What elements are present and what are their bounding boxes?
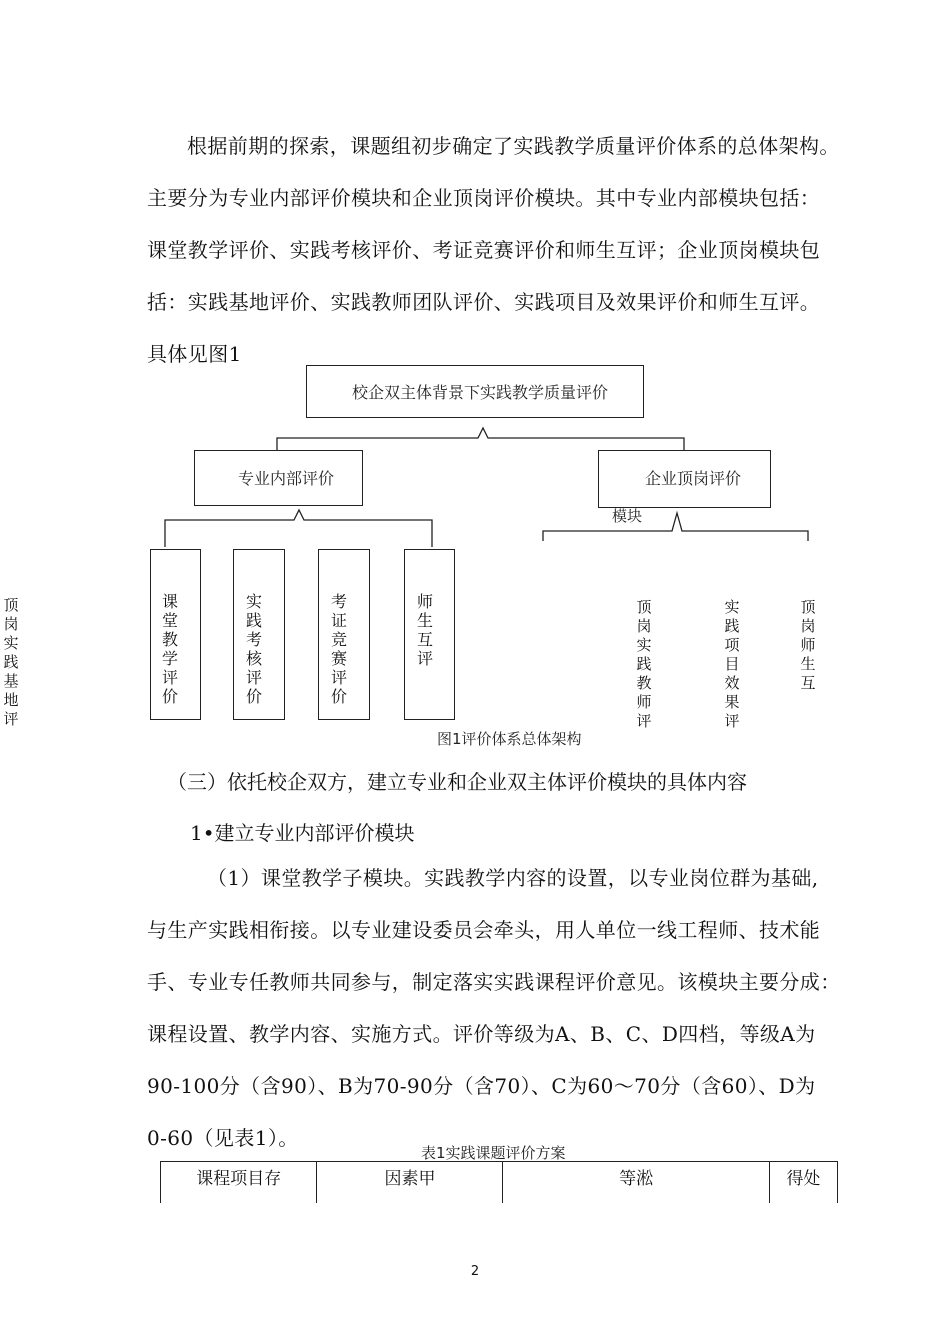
intro-line: 根据前期的探索，课题组初步确定了实践教学质量评价体系的总体架构。	[187, 134, 840, 158]
body-line: 课程设置、教学内容、实施方式。评价等级为A、B、C、D四档，等级A为	[147, 1022, 816, 1046]
left-module-label: 专业内部评价	[238, 469, 335, 488]
figure-caption: 图1评价体系总体架构	[437, 730, 582, 748]
page-number: 2	[470, 1264, 480, 1279]
table-header-cell: 得处	[769, 1162, 837, 1204]
intro-line: 课堂教学评价、实践考核评价、考证竞赛评价和师生互评；企业顶岗模块包	[147, 238, 821, 262]
root-label: 校企双主体背景下实践教学质量评价	[352, 383, 609, 402]
right-module-label: 企业顶岗评价	[645, 469, 742, 488]
child-label-mutual: 师生互评	[416, 592, 433, 668]
intro-line: 具体见图1	[147, 342, 242, 366]
evaluation-table	[160, 1161, 838, 1203]
table-header-cell: 等淞	[503, 1162, 769, 1204]
child-label-certification: 考证竞赛评价	[330, 592, 347, 706]
section-heading: （三）依托校企双方，建立专业和企业双主体评价模块的具体内容	[167, 770, 747, 794]
child-label-teacher-team: 顶岗实践教师评	[636, 598, 652, 730]
body-line: 90-100分（含90）、B为70-90分（含70）、C为60〜70分（含60）、D为	[147, 1074, 816, 1098]
body-line: （1）课堂教学子模块。实践教学内容的设置，以专业岗位群为基础,	[207, 866, 819, 890]
intro-line: 主要分为专业内部评价模块和企业顶岗评价模块。其中专业内部模块包括：	[147, 186, 821, 210]
table-header-cell: 因素甲	[317, 1162, 503, 1204]
side-label: 顶岗实践基地评	[3, 596, 19, 728]
body-paragraph	[147, 852, 863, 1164]
child-label-practice: 实践考核评价	[245, 592, 262, 706]
body-line: 0-60（见表1）。	[147, 1126, 299, 1150]
body-line: 与生产实践相衔接。以专业建设委员会牵头，用人单位一线工程师、技术能	[147, 918, 821, 942]
child-label-classroom: 课堂教学评价	[161, 592, 178, 706]
child-label-enterprise-mutual: 顶岗师生互	[800, 598, 816, 692]
right-module-suffix: 模块	[612, 507, 643, 525]
table-header-row	[161, 1162, 838, 1204]
table-header-cell: 课程项目存	[161, 1162, 317, 1204]
sub-heading: 1•建立专业内部评价模块	[190, 821, 415, 845]
child-label-project-effect: 实践项目效果评	[724, 598, 740, 730]
intro-line: 括：实践基地评价、实践教师团队评价、实践项目及效果评价和师生互评。	[147, 290, 821, 314]
table-caption: 表1实践课题评价方案	[421, 1144, 566, 1162]
body-line: 手、专业专任教师共同参与，制定落实实践课程评价意见。该模块主要分成：	[147, 970, 841, 994]
